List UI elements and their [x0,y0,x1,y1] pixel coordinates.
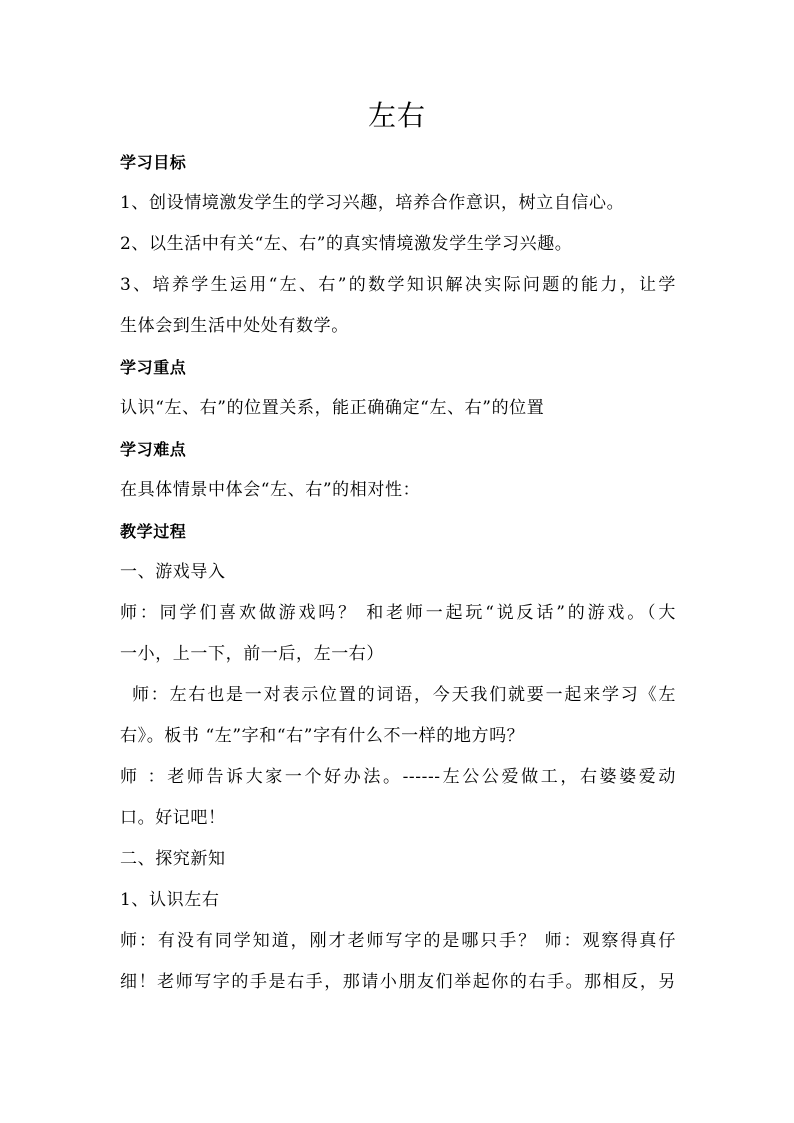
section-heading-process: 教学过程 [120,522,187,541]
objective-2: 2、以生活中有关“左、右”的真实情境激发学生学习兴趣。 [120,234,573,254]
teacher-line-4b: 细！老师写字的手是右手，那请小朋友们举起你的右手。那相反，另 [120,972,676,992]
section-heading-difficulties: 学习难点 [120,440,187,459]
teacher-line-2a: 师：左右也是一对表示位置的词语，今天我们就要一起来学习《左 [132,685,676,705]
difficulty-text: 在具体情景中体会“左、右”的相对性： [120,480,421,500]
teacher-line-3b: 口。好记吧！ [120,808,226,828]
section-heading-objectives: 学习目标 [120,153,187,172]
objective-1: 1、创设情境激发学生的学习兴趣，培养合作意识，树立自信心。 [120,193,625,213]
section-heading-key-points: 学习重点 [120,358,187,377]
subsection-explore: 二、探究新知 [120,849,226,869]
teacher-line-4a: 师：有没有同学知道，刚才老师写字的是哪只手？ 师：观察得真仔 [120,931,676,951]
document-title: 左右 [367,99,426,132]
teacher-line-1a: 师：同学们喜欢做游戏吗？ 和老师一起玩“说反话”的游戏。（大 [120,603,676,623]
objective-3-line-2: 生体会到生活中处处有数学。 [120,316,349,336]
subsection-recognize: 1、认识左右 [120,890,220,910]
document-body [120,142,676,1003]
teacher-line-3a: 师 ：老师告诉大家一个好办法。------左公公爱做工，右婆婆爱动 [120,767,676,787]
key-point-text: 认识“左、右”的位置关系，能正确确定“左、右”的位置 [120,398,545,418]
objective-3-line-1: 3、培养学生运用“左、右”的数学知识解决实际问题的能力，让学 [120,275,676,295]
teacher-line-2b: 右》。板书 “左”字和“右”字有什么不一样的地方吗？ [120,726,525,746]
subsection-game-intro: 一、游戏导入 [120,562,226,582]
teacher-line-1b: 一小，上一下，前一后，左一右） [120,644,384,664]
